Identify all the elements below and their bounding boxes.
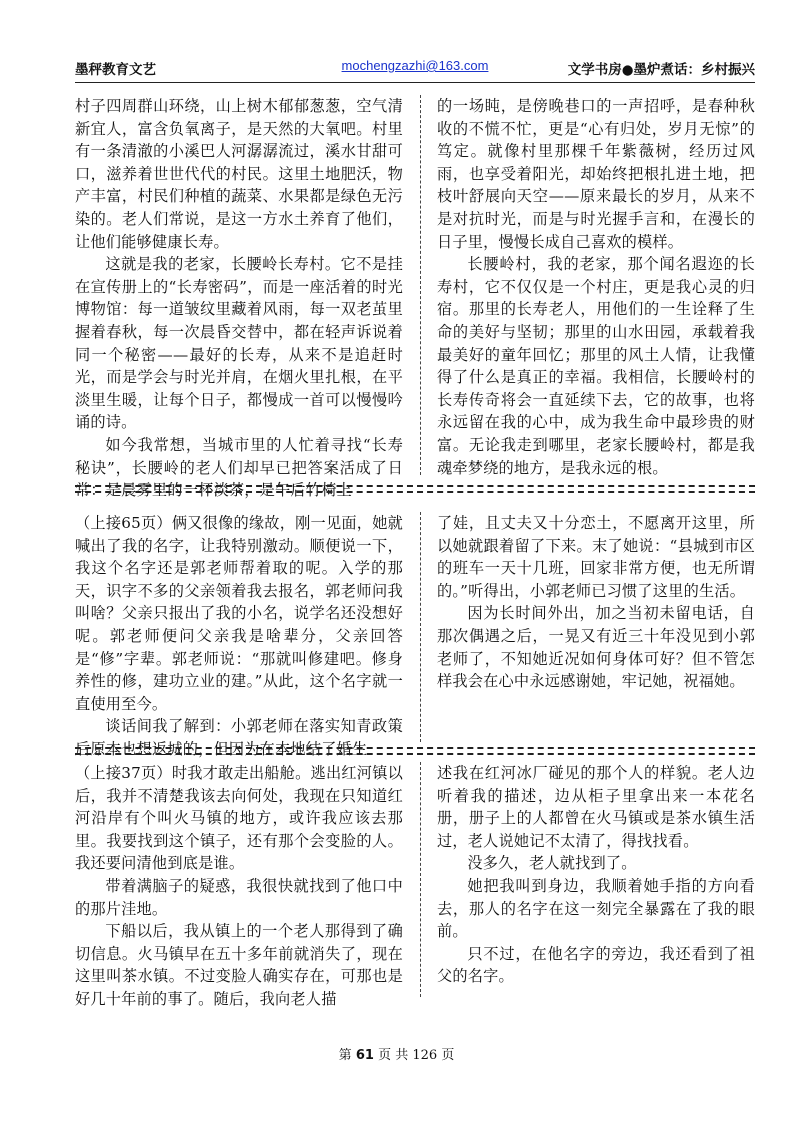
section-3-left-column xyxy=(75,762,403,1011)
section-separator xyxy=(75,745,755,757)
column-divider xyxy=(420,762,421,997)
paragraph: （上接65页）俩又很像的缘故，刚一见面，她就喊出了我的名字，让我特别激动。顺便说一下，我这个名字还是郭老师帮着取的呢。入学的那天，识字不多的父亲领着我去报名，郭老师问我叫啥？父亲只报出了我的小名，说学名还没想好呢。郭老师便问父亲我是啥辈分，父亲回答是“修”字辈。郭老师说：“那就叫修建吧。修身养性的修，建功立业的建。”从此，这个名字就一直使用至今。 xyxy=(75,514,403,713)
email-link[interactable]: mochengzazhi@163.com xyxy=(341,58,489,73)
column-title: 文学书房●墨炉煮话：乡村振兴 xyxy=(567,62,755,78)
section-2-right-column xyxy=(437,512,755,693)
paragraph: 带着满脑子的疑惑，我很快就找到了他口中的那片洼地。 xyxy=(75,876,403,918)
section-3-right-column xyxy=(437,762,755,988)
page-number: 61 xyxy=(355,1048,374,1063)
paragraph: 述我在红河冰厂碰见的那个人的样貌。老人边听着我的描述，边从柜子里拿出来一本花名册，册子上的人都曾在火马镇或是茶水镇生活过，老人说她记不太清了，得找找看。 xyxy=(437,764,755,850)
article-section-1 xyxy=(75,95,755,500)
paragraph: 这就是我的老家，长腰岭长寿村。它不是挂在宣传册上的“长寿密码”，而是一座活着的时光博物馆：每一道皱纹里藏着风雨，每一双老茧里握着春秋，每一次晨昏交替中，都在轻声诉说着同一个秘密——最好的长寿，从来不是追赶时光，而是学会与时光并肩，在烟火里扎根，在平淡里生暖，让每个日子，都慢成一首可以慢慢吟诵的诗。 xyxy=(75,255,403,432)
article-section-2 xyxy=(75,512,755,758)
section-separator xyxy=(75,483,755,495)
footer-prefix: 第 xyxy=(338,1048,352,1063)
article-section-3 xyxy=(75,762,755,1008)
total-pages: 126 xyxy=(412,1048,438,1063)
paragraph: 她把我叫到身边，我顺着她手指的方向看去，那人的名字在这一刻完全暴露在了我的眼前。 xyxy=(437,876,755,941)
paragraph: 只不过，在他名字的旁边，我还看到了祖父的名字。 xyxy=(437,944,755,986)
paragraph: 长腰岭村，我的老家，那个闻名遐迩的长寿村，它不仅仅是一个村庄，更是我心灵的归宿。那里的长寿老人，用他们的一生诠释了生命的美好与坚韧；那里的山水田园，承载着我最美好的童年回忆；那里的风土人情，让我懂得了什么是真正的幸福。我相信，长腰岭村的长寿传奇将会一直延续下去，它的故事，也将永远留在我的心中，成为我生命中最珍贵的财富。无论我走到哪里，老家长腰岭村，都是我魂牵梦绕的地方，是我永远的根。 xyxy=(437,255,755,477)
paragraph: 没多久，老人就找到了。 xyxy=(467,854,637,873)
column-divider xyxy=(420,512,421,742)
section-2-left-column xyxy=(75,512,403,761)
paragraph: 了娃，且丈夫又十分恋土，不愿离开这里，所以她就跟着留了下来。末了她说：“县城到市区的班车一天十几班，回家非常方便，也无所谓的。”听得出，小郭老师已习惯了这里的生活。 xyxy=(437,514,755,600)
page-footer xyxy=(0,1044,793,1063)
section-1-left-column xyxy=(75,95,403,502)
section-1-right-column xyxy=(437,95,755,479)
paragraph: 的一场盹，是傍晚巷口的一声招呼，是春种秋收的不慌不忙，更是“心有归处，岁月无惊”的笃定。就像村里那棵千年紫薇树，经历过风雨，也享受着阳光，却始终把根扎进土地，把枝叶舒展向天空——原来最长的岁月，从来不是对抗时光，而是与时光握手言和，在漫长的日子里，慢慢长成自己喜欢的模样。 xyxy=(437,97,755,251)
paragraph: 因为长时间外出，加之当初未留电话，自那次偶遇之后，一晃又有近三十年没见到小郭老师了，不知她近况如何身体可好？但不管怎样我会在心中永远感谢她，牢记她，祝福她。 xyxy=(437,604,755,691)
paragraph: （上接37页）时我才敢走出船舱。逃出红河镇以后，我并不清楚我该去向何处，我现在只知道红河沿岸有个叫火马镇的地方，或许我应该去那里。我要找到这个镇子，还有那个会变脸的人。我还要问清他到底是谁。 xyxy=(75,764,403,873)
page-header xyxy=(75,58,755,80)
paragraph: 如今我常想，当城市里的人忙着寻找“长寿秘诀”，长腰岭的老人们却早已把答案活成了日常：是晨雾里的一杯淡茶，是午后竹椅上 xyxy=(75,435,403,500)
footer-suffix: 页 xyxy=(441,1048,455,1063)
header-rule xyxy=(75,82,755,83)
paragraph: 谈话间我了解到：小郭老师在落实知青政策后原本也想返城的，但因为在本地结了婚生 xyxy=(75,717,403,758)
footer-middle: 页 共 xyxy=(378,1048,409,1063)
publisher-name: 墨秤教育文艺 xyxy=(75,62,156,78)
paragraph: 村子四周群山环绕，山上树木郁郁葱葱，空气清新宜人，富含负氧离子，是天然的大氧吧。村里有一条清澈的小溪巴人河潺潺流过，溪水甘甜可口，滋养着世世代代的村民。这里土地肥沃，物产丰富，村民们种植的蔬菜、水果都是绿色无污染的。老人们常说，是这一方水土养育了他们，让他们能够健康长寿。 xyxy=(75,97,403,251)
paragraph: 下船以后，我从镇上的一个老人那得到了确切信息。火马镇早在五十多年前就消失了，现在这里叫茶水镇。不过变脸人确实存在，可那也是好几十年前的事了。随后，我向老人描 xyxy=(75,922,403,1008)
column-divider xyxy=(420,95,421,475)
